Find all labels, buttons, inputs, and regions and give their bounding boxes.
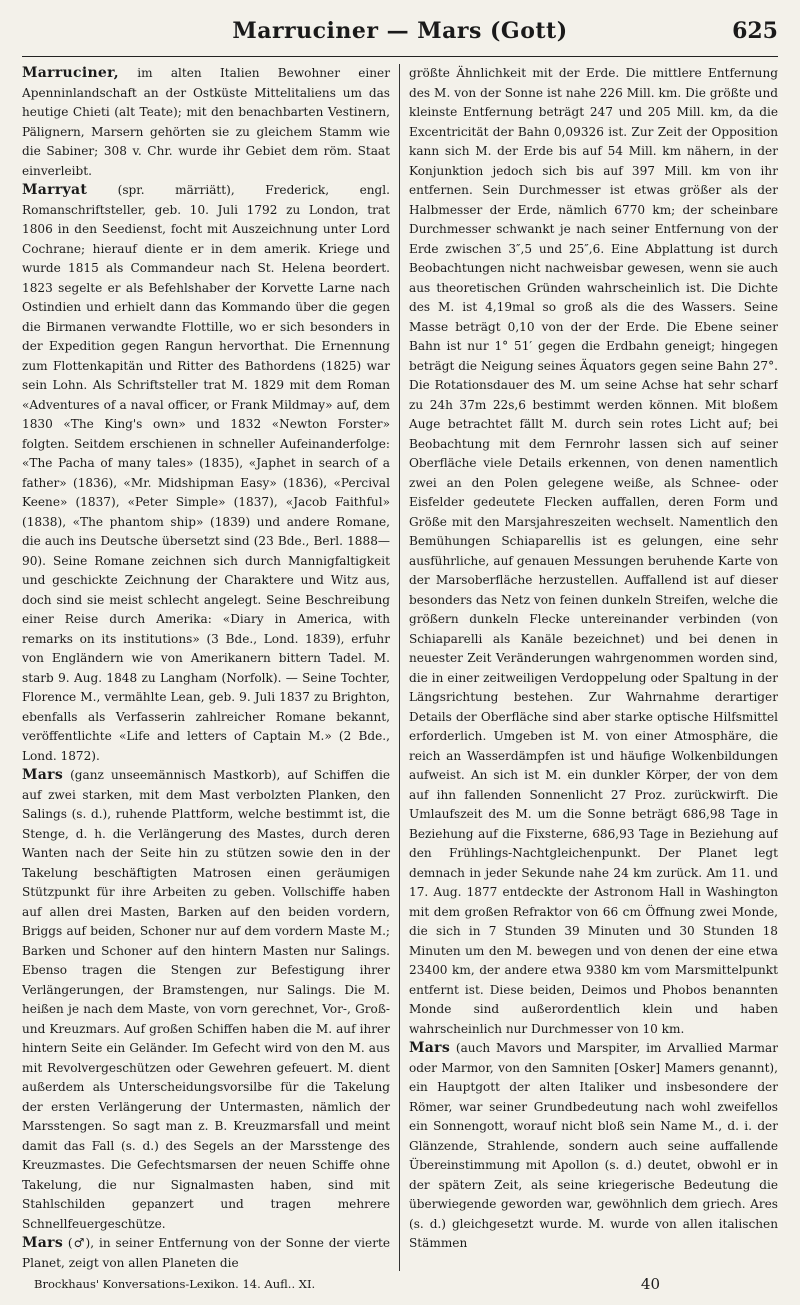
page-header xyxy=(22,16,778,57)
entry-text: (spr. märriätt), Frederick, engl. Romanschriftsteller, geb. 10. Juli 1792 zu London, trat 1806 in den Seedienst, focht mit Auszeichnung unter Lord Cochrane; hierauf diente er in dem amerik. Kriege und wurde 1815 als Commandeur nach St. Helena beordert. 1823 segelte er als Befehlshaber der Korvette Larne nach Ostindien und erhielt dann das Kommando über die gegen die Birmanen verwandte Flottille, wo er sich besonders in der Expedition gegen Rangun hervorthat. Die Ernennung zum Flottenkapitän und Ritter des Bathordens (1825) war sein Lohn. Als Schriftsteller trat M. 1829 mit dem Roman «Adventures of a naval officer, or Frank Mildmay» auf, dem 1830 «The King's own» und 1832 «Newton Forster» folgten. Seitdem erschienen in schneller Aufeinanderfolge: «The Pacha of many tales» (1835), «Japhet in search of a father» (1836), «Mr. Midshipman Easy» (1836), «Percival Keene» (1837), «Peter Simple» (1837), «Jacob Faithful» (1838), «The phantom ship» (1839) und andere Romane, die auch ins Deutsche übersetzt sind (23 Bde., Berl. 1888—90). Seine Romane zeichnen sich durch Mannigfaltigkeit und geschickte Zeichnung der Charaktere und Witz aus, doch sind sie meist schlecht angelegt. Seine Beschreibung einer Reise durch Amerika: «Diary in America, with remarks on its institutions» (3 Bde., Lond. 1839), erfuhr von Engländern wie von Amerikanern bittern Tadel. M. starb 9. Aug. 1848 zu Langham (Norfolk). — Seine Tochter, Florence M., vermählte Lean, geb. 9. Juli 1837 zu Brighton, ebenfalls als Verfasserin zahlreicher Romane bekannt, veröffentlichte «Life and letters of Captain M.» (2 Bde., Lond. 1872). xyxy=(22,183,390,763)
page-number: 625 xyxy=(732,18,778,44)
entry-marryat xyxy=(22,181,390,766)
entry-text: im alten Italien Bewohner einer Apenninlandschaft an der Ostküste Mittelitaliens um das heutige Chieti (alt Teate); mit den benachbarten Vestinern, Pälignern, Marsern gehörten sie zu gleichem Stamm wie die Sabiner; 308 v. Chr. wurde ihr Gebiet dem röm. Staat einverleibt. xyxy=(22,66,390,178)
entry-text: größte Ähnlichkeit mit der Erde. Die mittlere Entfernung des M. von der Sonne ist nahe 226 Mill. km. Die größte und kleinste Entfernung beträgt 247 und 205 Mill. km, da die Excentricität der Bahn 0,09326 ist. Zur Zeit der Opposition kann sich M. der Erde bis auf 54 Mill. km nähern, in der Konjunktion jedoch sich bis auf 397 Mill. km von ihr entfernen. Sein Durchmesser ist etwas größer als der Halbmesser der Erde, nämlich 6770 km; der scheinbare Durchmesser schwankt je nach seiner Entfernung von der Erde zwischen 3″,5 und 25″,6. Eine Abplattung ist durch Beobachtungen nicht nachweisbar gewesen, wenn sie auch aus theoretischen Gründen wahrscheinlich ist. Die Dichte des M. ist 4,19mal so groß als die des Wassers. Seine Masse beträgt 0,10 von der der Erde. Die Ebene seiner Bahn ist nur 1° 51′ gegen die Erdbahn geneigt; hingegen beträgt die Neigung seines Äquators gegen seine Bahn 27°. Die Rotationsdauer des M. um seine Achse hat sehr scharf zu 24h 37m 22s,6 bestimmt werden können. Mit bloßem Auge betrachtet fällt M. durch sein rotes Licht auf; bei Beobachtung mit dem Fernrohr lassen sich auf seiner Oberfläche viele Details erkennen, von denen namentlich zwei an den Polen gelegene weiße, als Schnee- oder Eisfelder gedeutete Flecken auffallen, deren Form und Größe mit den Marsjahreszeiten wechselt. Namentlich den Bemühungen Schiaparellis ist es gelungen, eine sehr ausführliche, auf genauen Messungen beruhende Karte von der Marsoberfläche herzustellen. Auffallend ist auf dieser besonders das Netz von feinen dunkeln Streifen, welche die größern dunkeln Flecke untereinander verbinden (von Schiaparelli als Kanäle bezeichnet) und bei denen in neuester Zeit Veränderungen wahrgenommen worden sind, die in einer zeitweiligen Verdoppelung oder Spaltung in der Längsrichtung bestehen. Zur Wahrnahme derartiger Details der Oberfläche sind aber starke optische Hilfsmittel erforderlich. Umgeben ist M. von einer Atmosphäre, die reich an Wasserdämpfen ist und häufige Wolkenbildungen aufweist. An sich ist M. ein dunkler Körper, der von dem auf ihn fallenden Sonnenlicht 27 Proz. zurückwirft. Die Umlaufszeit des M. um die Sonne beträgt 686,98 Tage in Beziehung auf die Fixsterne, 686,93 Tage in Beziehung auf den Frühlings-Nachtgleichenpunkt. Der Planet legt demnach in jeder Sekunde nahe 24 km zurück. Am 11. und 17. Aug. 1877 entdeckte der Astronom Hall in Washington mit dem großen Refraktor von 66 cm Öffnung zwei Monde, die sich in 7 Stunden 39 Minuten und 30 Stunden 18 Minuten um den M. bewegen und von denen der eine etwa 23400 km, der andere etwa 9380 km vom Marsmittelpunkt entfernt ist. Diese beiden, Deimos und Phobos benannten Monde sind außerordentlich klein und haben wahrscheinlich nur Durchmesser von 10 km. xyxy=(409,66,778,1036)
entry-head: Marryat xyxy=(22,182,88,198)
right-column xyxy=(400,64,778,1271)
sheet-signature: 40 xyxy=(640,1275,660,1293)
entry-head: Marruciner, xyxy=(22,65,119,81)
entry-mars-mastkorb xyxy=(22,766,390,1234)
left-column xyxy=(22,64,400,1271)
entry-head: Mars xyxy=(22,767,64,783)
entry-text: (auch Mavors und Marspiter, im Arvallied Marmar oder Marmor, von den Samniten [Osker] Mamers genannt), ein Hauptgott der alten Italiker und insbesondere der Römer, war seiner Grundbedeutung nach wohl zweifellos ein Sonnengott, worauf nicht bloß sein Name M., d. i. der Glänzende, Strahlende, sondern auch seine auffallende Übereinstimmung mit Apollon (s. d.) deutet, obwohl er in der spätern Zeit, als seine kriegerische Bedeutung die überwiegende geworden war, gewöhnlich dem griech. Ares (s. d.) gleichgesetzt wurde. M. wurde von allen italischen Stämmen xyxy=(409,1041,778,1250)
entry-mars-planet-continued xyxy=(409,64,778,1039)
entry-marruciner xyxy=(22,64,390,181)
source-line: Brockhaus' Konversations-Lexikon. 14. Aufl.. XI. xyxy=(34,1277,316,1291)
entry-head: Mars xyxy=(409,1040,451,1056)
page-footer xyxy=(22,1275,778,1297)
entry-text: (♂), in seiner Entfernung von der Sonne der vierte Planet, zeigt von allen Planeten die xyxy=(22,1236,390,1270)
entry-mars-gott xyxy=(409,1039,778,1254)
entry-mars-planet xyxy=(22,1234,390,1271)
entry-head: Mars xyxy=(22,1235,64,1251)
text-columns xyxy=(22,64,778,1271)
entry-text: (ganz unseemännisch Mastkorb), auf Schiffen die auf zwei starken, mit dem Mast verbolzten Planken, den Salings (s. d.), ruhende Plattform, welche bestimmt ist, die Stenge, d. h. die Verlängerung des Mastes, durch deren Wanten nach der Seite hin zu stützen sowie den in der Takelung beschäftigten Matrosen einen geräumigen Stützpunkt für ihre Arbeiten zu geben. Vollschiffe haben auf allen drei Masten, Barken auf den beiden vordern, Briggs auf beiden, Schoner nur auf dem vordern Maste M.; Barken und Schoner auf den hintern Masten nur Salings. Ebenso tragen die Stengen zur Befestigung ihrer Verlängerungen, der Bramstengen, nur Salings. Die M. heißen je nach dem Maste, von vorn gerechnet, Vor-, Groß- und Kreuzmars. Auf großen Schiffen haben die M. auf ihrer hintern Seite ein Geländer. Im Gefecht wird von den M. aus mit Revolvergeschützen oder Gewehren gefeuert. M. dient außerdem als Unterscheidungsvorsilbe für die Takelung der ersten Verlängerung der Untermasten, nämlich der Marsstengen. So sagt man z. B. Kreuzmarsfall und meint damit das Fall (s. d.) des Segels an der Marsstenge des Kreuzmastes. Die Gefechtsmarsen der neuen Schiffe ohne Takelung, die nur Signalmasten haben, sind mit Stahlschilden gepanzert und tragen mehrere Schnellfeuergeschütze. xyxy=(22,768,390,1231)
running-title: Marruciner — Mars (Gott) xyxy=(232,18,568,44)
